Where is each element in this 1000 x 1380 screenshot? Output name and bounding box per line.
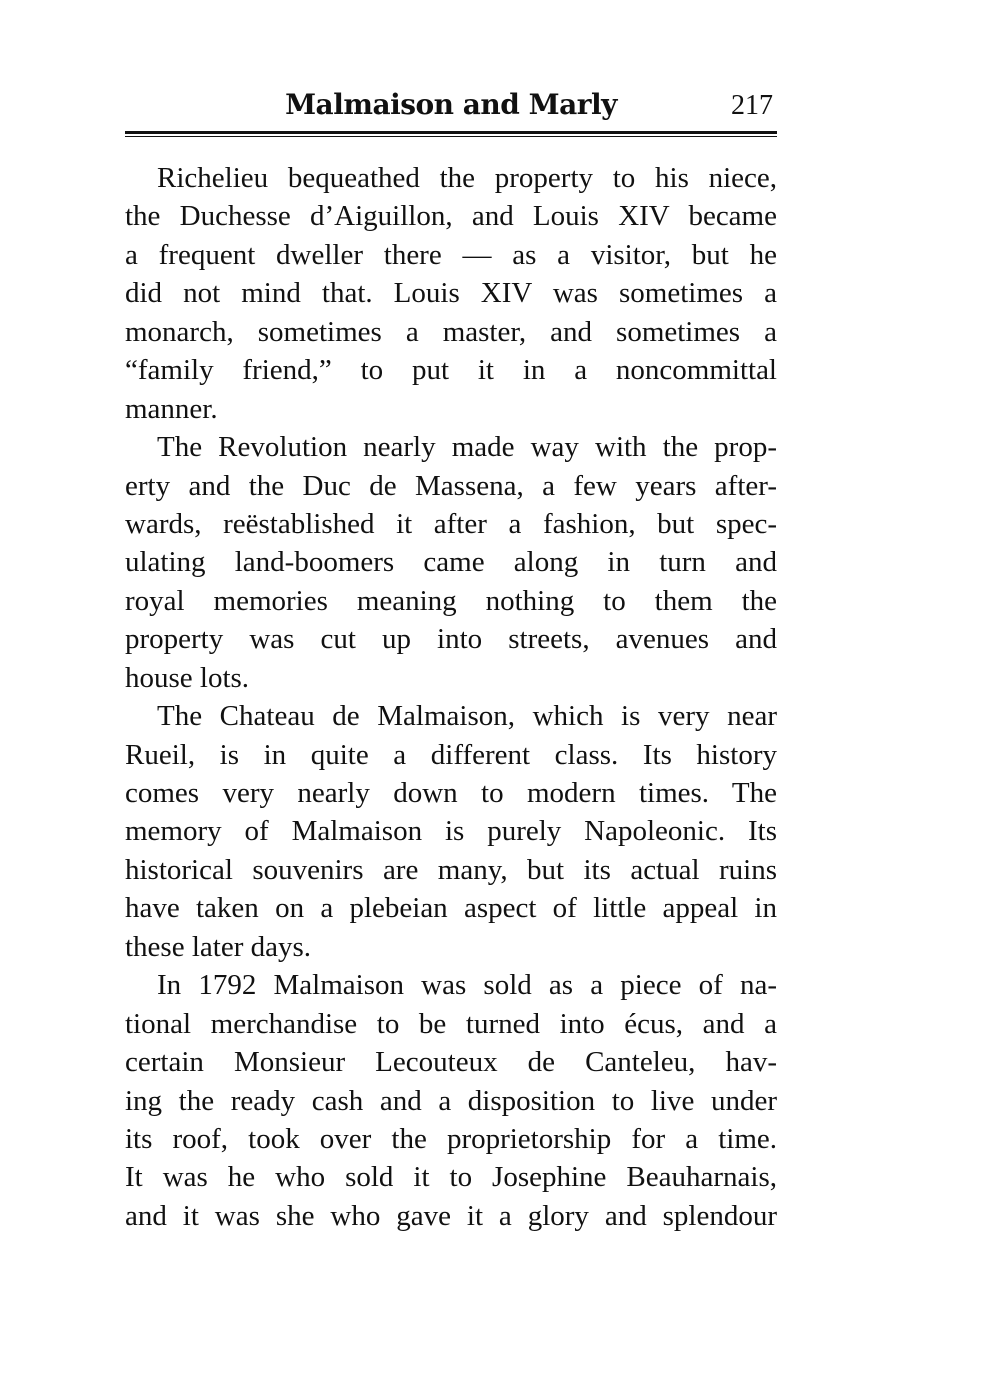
text-line: monarch, sometimes a master, and sometimes a <box>125 315 777 348</box>
body-text <box>125 159 777 1235</box>
paragraph <box>125 966 777 1235</box>
header-rule <box>125 131 777 137</box>
text-line: have taken on a plebeian aspect of little appeal in <box>125 892 777 925</box>
text-line: manner. <box>125 392 218 425</box>
text-line: a frequent dweller there — as a visitor, but he <box>125 238 777 271</box>
text-line: did not mind that. Louis XIV was sometimes a <box>125 277 777 310</box>
paragraph <box>125 159 777 428</box>
running-head: Malmaison and Marly <box>285 88 617 121</box>
text-line: The Revolution nearly made way with the prop- <box>157 431 777 464</box>
text-line: The Chateau de Malmaison, which is very near <box>157 700 777 733</box>
text-line: its roof, took over the proprietorship for a time. <box>125 1122 777 1155</box>
text-line: In 1792 Malmaison was sold as a piece of na- <box>157 969 777 1002</box>
text-line: royal memories meaning nothing to them the <box>125 584 777 617</box>
text-line: “family friend,” to put it in a noncommittal <box>125 354 777 387</box>
text-line: memory of Malmaison is purely Napoleonic. Its <box>125 815 777 848</box>
page-header <box>125 88 777 132</box>
paragraph <box>125 428 777 697</box>
text-line: certain Monsieur Lecouteux de Canteleu, hav- <box>125 1046 777 1079</box>
text-line: ulating land-boomers came along in turn and <box>125 546 777 579</box>
text-line: tional merchandise to be turned into écus, and a <box>125 1007 777 1040</box>
page-number: 217 <box>731 90 773 121</box>
text-line: Richelieu bequeathed the property to his niece, <box>157 162 777 194</box>
text-line: erty and the Duc de Massena, a few years after- <box>125 469 777 502</box>
paragraph <box>125 697 777 966</box>
text-line: and it was she who gave it a glory and splendour <box>125 1199 777 1232</box>
text-line: Rueil, is in quite a different class. Its history <box>125 738 777 771</box>
text-line: property was cut up into streets, avenues and <box>125 623 777 656</box>
text-line: these later days. <box>125 930 312 963</box>
text-line: ing the ready cash and a disposition to live under <box>125 1084 777 1117</box>
text-line: comes very nearly down to modern times. The <box>125 777 777 809</box>
text-line: house lots. <box>125 661 250 694</box>
text-line: historical souvenirs are many, but its actual ruins <box>125 853 777 886</box>
text-line: the Duchesse d’Aiguillon, and Louis XIV became <box>125 200 777 233</box>
text-line: wards, reëstablished it after a fashion, but spec- <box>125 507 777 540</box>
text-line: It was he who sold it to Josephine Beauharnais, <box>125 1161 777 1194</box>
